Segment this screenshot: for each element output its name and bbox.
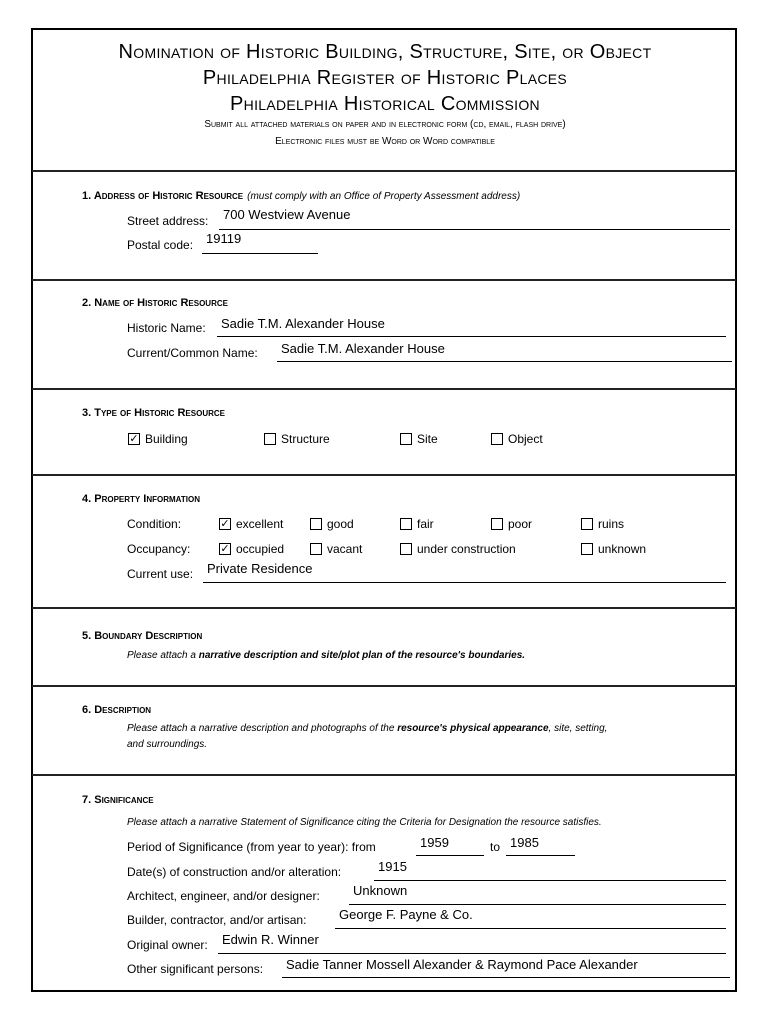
builder-field[interactable] — [335, 928, 726, 929]
section-1-note: (must comply with an Office of Property Assessment address) — [247, 191, 521, 202]
checkbox-structure-label: Structure — [281, 432, 330, 446]
checkbox-occupied[interactable]: ✓ — [220, 543, 230, 555]
checkbox-poor-label: poor — [508, 517, 533, 531]
checkbox-occupied-label: occupied — [236, 542, 285, 556]
section-divider — [32, 474, 736, 476]
section-2-title: 2. Name of Historic Resource — [82, 297, 228, 309]
significance-instructions: Please attach a narrative Statement of Significance citing the Criteria for Designation the resource satisfies. — [127, 817, 602, 828]
checkbox-object[interactable] — [491, 433, 503, 445]
checkbox-object-label: Object — [508, 432, 543, 446]
period-to-label: to — [490, 840, 501, 854]
checkbox-fair[interactable] — [400, 518, 412, 530]
files-note: Electronic files must be Word or Word compatible — [275, 136, 495, 147]
significant-persons-field[interactable] — [282, 977, 730, 978]
checkbox-unknown[interactable] — [581, 543, 593, 555]
occupancy-label: Occupancy: — [127, 542, 191, 556]
checkbox-good-label: good — [327, 517, 354, 531]
section-divider — [32, 774, 736, 776]
boundary-instructions: Please attach a narrative description and site/plot plan of the resource's boundaries. — [127, 650, 526, 661]
section-7-title: 7. Significance — [82, 794, 154, 806]
period-from-value: 1959 — [420, 835, 449, 850]
significant-persons-value: Sadie Tanner Mossell Alexander & Raymond Pace Alexander — [286, 957, 638, 972]
common-name-value: Sadie T.M. Alexander House — [281, 341, 445, 356]
checkbox-good[interactable] — [310, 518, 322, 530]
section-1-title: 1. Address of Historic Resource (must comply with an Office of Property Assessment address) — [82, 190, 521, 202]
section-divider — [32, 607, 736, 609]
architect-label: Architect, engineer, and/or designer: — [127, 889, 320, 903]
street-address-field[interactable] — [219, 229, 730, 230]
checkbox-excellent-label: excellent — [236, 517, 284, 531]
architect-value: Unknown — [353, 883, 408, 898]
checkbox-building-label: Building — [145, 432, 188, 446]
current-use-field[interactable] — [203, 582, 726, 583]
builder-value: George F. Payne & Co. — [339, 907, 473, 922]
commission-title: Philadelphia Historical Commission — [230, 93, 540, 115]
section-5-title: 5. Boundary Description — [82, 630, 203, 642]
section-4-title: 4. Property Information — [82, 493, 200, 505]
section-divider — [32, 685, 736, 687]
checkbox-ruins[interactable] — [581, 518, 593, 530]
checkbox-ruins-label: ruins — [598, 517, 625, 531]
checkbox-site[interactable] — [400, 433, 412, 445]
checkbox-vacant-label: vacant — [327, 542, 363, 556]
description-instructions: Please attach a narrative description and photographs of the resource's physical appearance, site, setting, and surroundings. — [127, 723, 608, 750]
section-3-title: 3. Type of Historic Resource — [82, 407, 225, 419]
checkbox-poor[interactable] — [491, 518, 503, 530]
construction-dates-value: 1915 — [378, 859, 407, 874]
section-divider — [32, 388, 736, 390]
section-divider — [32, 279, 736, 281]
historic-name-value: Sadie T.M. Alexander House — [221, 316, 385, 331]
period-to-value: 1985 — [510, 835, 539, 850]
builder-label: Builder, contractor, and/or artisan: — [127, 913, 307, 927]
checkbox-under-construction[interactable] — [400, 543, 412, 555]
current-use-value: Private Residence — [207, 561, 313, 576]
postal-code-label: Postal code: — [127, 238, 194, 252]
checkbox-structure[interactable] — [264, 433, 276, 445]
historic-name-label: Historic Name: — [127, 321, 206, 335]
submit-note: Submit all attached materials on paper and in electronic form (cd, email, flash drive) — [204, 119, 566, 130]
checkbox-excellent[interactable]: ✓ — [220, 518, 230, 530]
current-use-label: Current use: — [127, 567, 194, 581]
original-owner-label: Original owner: — [127, 938, 208, 952]
section-divider — [32, 170, 736, 172]
postal-code-value: 19119 — [206, 231, 242, 246]
original-owner-value: Edwin R. Winner — [222, 932, 319, 947]
period-to-field[interactable] — [506, 855, 575, 856]
historic-name-field[interactable] — [217, 336, 726, 337]
form-title: Nomination of Historic Building, Structure, Site, or Object — [118, 41, 652, 63]
architect-field[interactable] — [349, 904, 726, 905]
checkbox-building[interactable]: ✓ — [129, 433, 139, 445]
period-from-field[interactable] — [416, 855, 484, 856]
checkbox-fair-label: fair — [417, 517, 434, 531]
checkbox-site-label: Site — [417, 432, 438, 446]
street-address-label: Street address: — [127, 214, 209, 228]
section-6-title: 6. Description — [82, 704, 152, 716]
period-label: Period of Significance (from year to year): from — [127, 840, 376, 854]
common-name-field[interactable] — [277, 361, 732, 362]
checkbox-under-construction-label: under construction — [417, 542, 516, 556]
street-address-value: 700 Westview Avenue — [223, 207, 351, 222]
register-title: Philadelphia Register of Historic Places — [202, 67, 568, 89]
checkbox-vacant[interactable] — [310, 543, 322, 555]
original-owner-field[interactable] — [218, 953, 726, 954]
postal-code-field[interactable] — [202, 253, 318, 254]
common-name-label: Current/Common Name: — [127, 346, 258, 360]
checkbox-unknown-label: unknown — [598, 542, 647, 556]
construction-dates-label: Date(s) of construction and/or alteration: — [127, 865, 342, 879]
significant-persons-label: Other significant persons: — [127, 962, 264, 976]
construction-dates-field[interactable] — [374, 880, 726, 881]
condition-label: Condition: — [127, 517, 182, 531]
